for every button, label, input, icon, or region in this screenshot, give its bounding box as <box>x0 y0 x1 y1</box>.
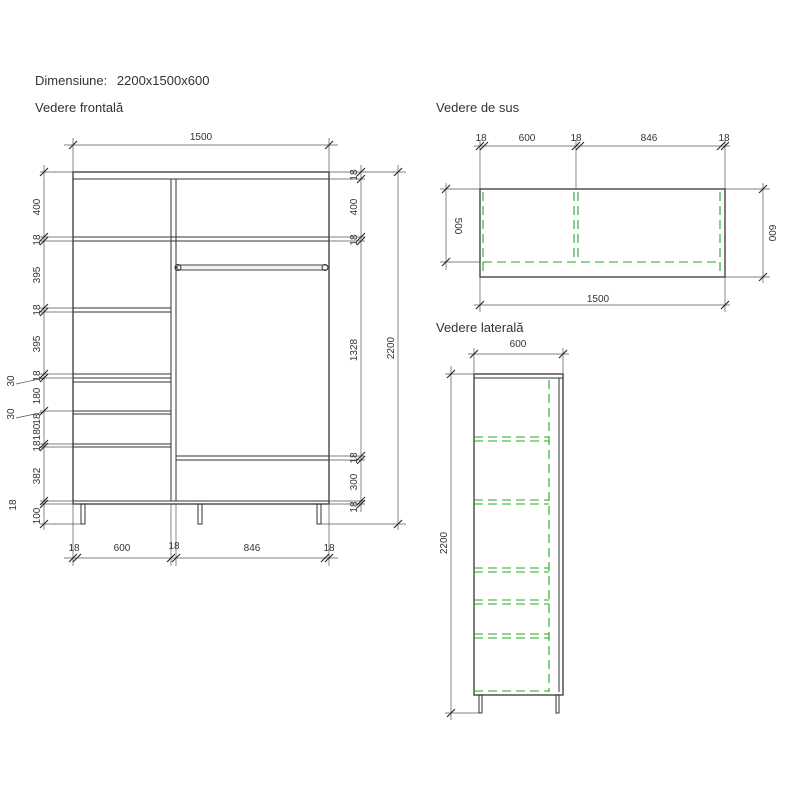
front-right-dimensions <box>321 165 406 530</box>
side-depth-label: 600 <box>509 339 527 350</box>
top-view-title: Vedere de sus <box>436 100 520 115</box>
leg-left <box>81 504 85 524</box>
left-dim-13: 18 <box>8 499 19 511</box>
side-view <box>474 374 563 713</box>
front-width-label: 1500 <box>189 132 213 143</box>
top-dim-2: 18 <box>570 133 582 144</box>
front-view <box>73 172 329 524</box>
left-dim-9: 18 <box>32 413 43 425</box>
top-dim-3: 846 <box>640 133 658 144</box>
right-dim-3: 1328 <box>349 338 360 362</box>
front-left-dimensions <box>6 165 81 530</box>
left-dim-3: 18 <box>32 304 43 316</box>
top-dim-0: 18 <box>475 133 487 144</box>
bottom-dim-3: 846 <box>243 543 261 554</box>
left-dim-5: 18 <box>32 370 43 382</box>
front-height-label: 2200 <box>386 336 397 360</box>
front-bottom-dimensions <box>64 504 338 566</box>
left-dim-0: 400 <box>32 198 43 216</box>
wardrobe-outline <box>73 172 329 504</box>
right-dim-2: 18 <box>349 234 360 246</box>
left-dim-14: 100 <box>32 507 43 525</box>
top-dim-1: 600 <box>518 133 536 144</box>
top-view-dimensions <box>440 133 777 312</box>
top-view-outline <box>480 189 725 277</box>
side-view-outline <box>474 374 563 695</box>
side-height-label: 2200 <box>439 531 450 555</box>
top-width-label: 1500 <box>586 294 610 305</box>
left-dim-8: 30 <box>6 408 17 420</box>
leg-right <box>317 504 321 524</box>
dimension-caption: Dimensiune: <box>35 73 108 88</box>
bottom-dim-1: 600 <box>113 543 131 554</box>
left-dim-4: 395 <box>32 335 43 353</box>
side-leg-back <box>556 695 559 713</box>
right-dim-0: 18 <box>349 169 360 181</box>
top-depth-left: 500 <box>452 217 463 235</box>
front-view-title: Vedere frontală <box>35 100 124 115</box>
top-dim-4: 18 <box>718 133 730 144</box>
right-dim-4: 18 <box>349 452 360 464</box>
left-dim-12: 382 <box>32 467 43 485</box>
front-width-dimension <box>64 132 338 172</box>
left-dim-6: 30 <box>6 375 17 387</box>
side-view-title: Vedere laterală <box>436 320 524 335</box>
right-dim-5: 300 <box>349 473 360 491</box>
left-dim-11: 18 <box>32 440 43 452</box>
bottom-dim-0: 18 <box>68 543 80 554</box>
leg-middle <box>198 504 202 524</box>
left-dim-2: 395 <box>32 266 43 284</box>
top-depth-right: 600 <box>766 224 777 242</box>
left-dim-7: 180 <box>32 387 43 405</box>
bottom-dim-2: 18 <box>168 541 180 552</box>
top-view <box>480 189 725 277</box>
right-dim-1: 400 <box>349 198 360 216</box>
side-leg-front <box>479 695 482 713</box>
left-dim-10: 180 <box>32 423 43 441</box>
right-dim-6: 18 <box>349 501 360 513</box>
bottom-dim-4: 18 <box>323 543 335 554</box>
left-dim-1: 18 <box>32 234 43 246</box>
dimension-value: 2200x1500x600 <box>116 73 210 88</box>
hanging-rail <box>177 265 328 270</box>
